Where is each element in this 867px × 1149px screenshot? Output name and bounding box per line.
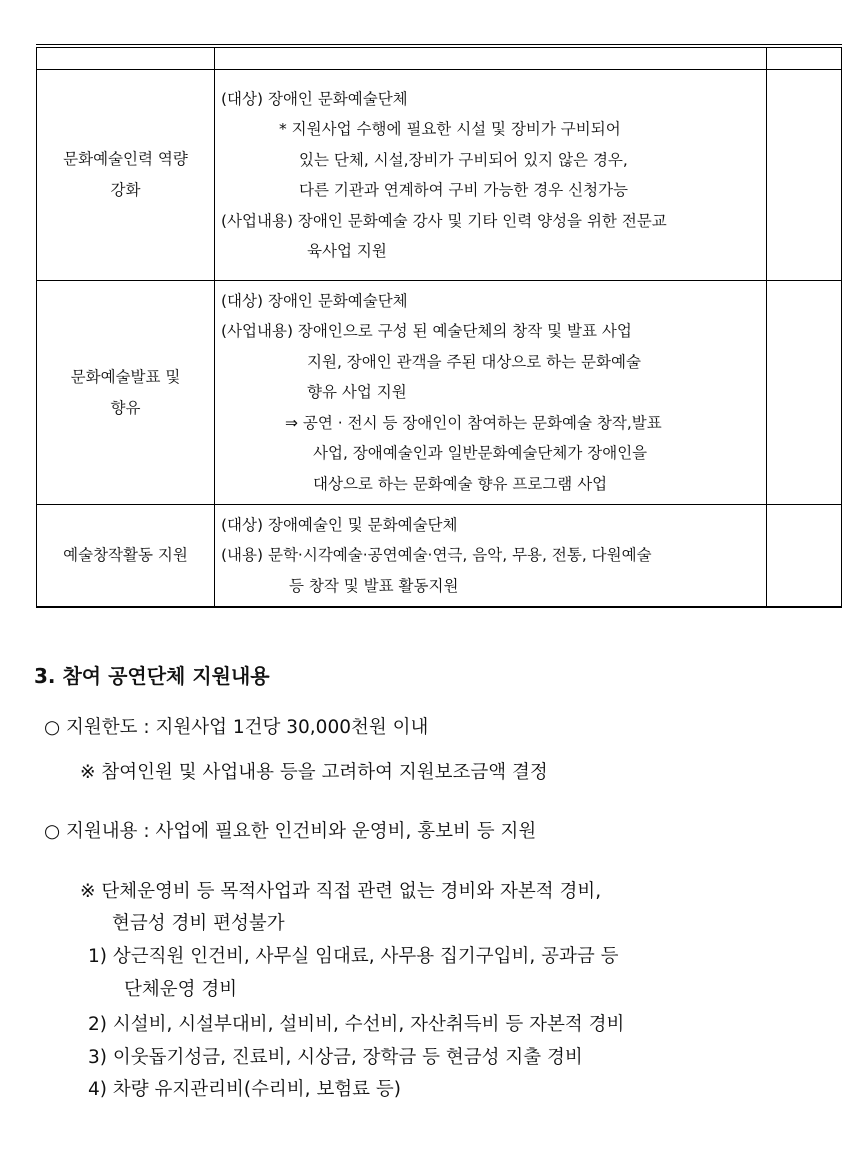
program-name-line: 문화예술인력 역량 <box>63 150 188 168</box>
header-cell <box>37 46 215 70</box>
description-line: (사업내용) 장애인 문화예술 강사 및 기타 인력 양성을 위한 전문교 <box>221 211 667 230</box>
table-row <box>37 70 842 281</box>
exclusion-item: 단체운영 경비 <box>124 979 238 1000</box>
program-description-cell <box>215 281 767 505</box>
description-line: (내용) 문학·시각예술·공연예술·연극, 음악, 무용, 전통, 다원예술 <box>221 546 652 564</box>
support-limit: ○ 지원한도 : 지원사업 1건당 30,000천원 이내 <box>44 717 429 738</box>
program-name-cell <box>37 505 215 607</box>
program-name-cell <box>37 70 215 281</box>
exclusion-item: 4) 차량 유지관리비(수리비, 보험료 등) <box>88 1079 402 1100</box>
description-line: (대상) 장애인 문화예술단체 <box>221 291 408 310</box>
description-line: * 지원사업 수행에 필요한 시설 및 장비가 구비되어 <box>279 120 621 138</box>
description-line: 지원, 장애인 관객을 주된 대상으로 하는 문화예술 <box>307 352 641 371</box>
description-line: (대상) 장애예술인 및 문화예술단체 <box>221 515 458 534</box>
description-line: 사업, 장애예술인과 일반문화예술단체가 장애인을 <box>313 444 648 463</box>
description-line: 등 창작 및 발표 활동지원 <box>289 576 459 595</box>
program-name-line: 예술창작활동 지원 <box>63 545 188 564</box>
description-line: 육사업 지원 <box>307 242 387 260</box>
exclusion-item: 3) 이웃돕기성금, 진료비, 시상금, 장학금 등 현금성 지출 경비 <box>88 1047 583 1068</box>
program-name-cell <box>37 281 215 505</box>
program-description-cell <box>215 70 767 281</box>
description-line: 있는 단체, 시설,장비가 구비되어 있지 않은 경우, <box>299 150 628 169</box>
program-name-line: 강화 <box>110 181 141 199</box>
description-line: 다른 기관과 연계하여 구비 가능한 경우 신청가능 <box>299 181 629 199</box>
program-description-cell <box>215 505 767 607</box>
note-cell <box>767 505 842 607</box>
program-name-line: 향유 <box>110 398 141 417</box>
description-line: ⇒ 공연 · 전시 등 장애인이 참여하는 문화예술 창작,발표 <box>285 413 662 432</box>
exclusion-item: 2) 시설비, 시설부대비, 설비비, 수선비, 자산취득비 등 자본적 경비 <box>88 1014 625 1035</box>
program-table <box>36 44 842 608</box>
support-content: ○ 지원내용 : 사업에 필요한 인건비와 운영비, 홍보비 등 지원 <box>44 821 537 842</box>
table-row <box>37 281 842 505</box>
exclusion-note: ※ 단체운영비 등 목적사업과 직접 관련 없는 경비와 자본적 경비, <box>80 881 602 902</box>
exclusion-note: 현금성 경비 편성불가 <box>112 913 285 934</box>
description-line: 대상으로 하는 문화예술 향유 프로그램 사업 <box>313 474 608 493</box>
exclusion-item: 1) 상근직원 인건비, 사무실 임대료, 사무용 집기구입비, 공과금 등 <box>88 946 619 967</box>
description-line: (사업내용) 장애인으로 구성 된 예술단체의 창작 및 발표 사업 <box>221 322 632 341</box>
table-header-row <box>37 46 842 70</box>
table-row <box>37 505 842 607</box>
note-cell <box>767 281 842 505</box>
description-line: 향유 사업 지원 <box>307 383 407 402</box>
section-heading: 3. 참여 공연단체 지원내용 <box>34 664 270 688</box>
description-line: (대상) 장애인 문화예술단체 <box>221 89 408 108</box>
support-limit-note: ※ 참여인원 및 사업내용 등을 고려하여 지원보조금액 결정 <box>80 762 548 783</box>
note-cell <box>767 70 842 281</box>
header-cell <box>767 46 842 70</box>
header-cell <box>215 46 767 70</box>
program-name-line: 문화예술발표 및 <box>70 367 181 386</box>
